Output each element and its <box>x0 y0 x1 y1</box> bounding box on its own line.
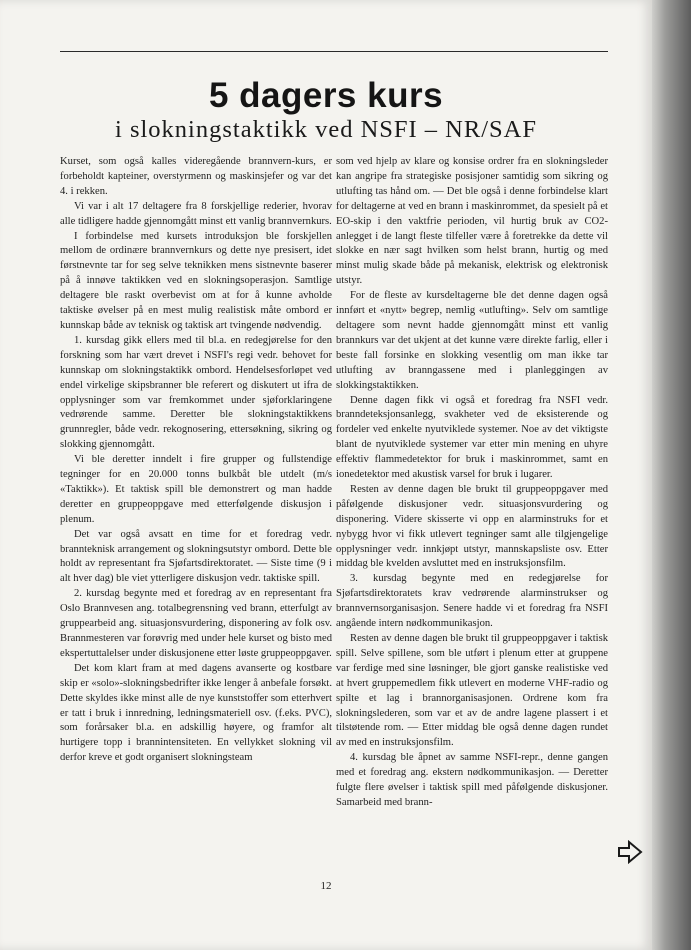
article-subtitle: i slokningstaktikk ved NSFI – NR/SAF <box>115 116 537 143</box>
paragraph: Det kom klart fram at med dagens avanserte og kostbare skip er «solo»-slokningsbedrifter ikke lenger å anbefale forsøkt. Dette skyldes ikke minst alle de nye kunststoffer som etterhvert er tatt i bruk i innredning, ledningsmateriell osv. (f.eks. PVC), som forårsaker bl.a. en adskillig høyere, og framfor alt hurtigere topp i brannintensiteten. En vellykket slokning vil derfor kreve et godt organisert slokningsteam <box>60 662 332 764</box>
paragraph: Vi var i alt 17 deltagere fra 8 forskjellige rederier, hvorav alle tidligere hadde gjennomgått minst ett vanlig brannvernkurs. <box>60 200 332 227</box>
paragraph: 3. kursdag begynte med en redegjørelse for Sjøfartsdirektoratets krav vedrørende alarminstrukser og brannvernsorganisasjon. Senere hadde vi et foredrag fra NSFI angående intern nødkommunikasjon. <box>336 573 608 630</box>
paragraph: Denne dagen fikk vi også et foredrag fra NSFI vedr. branndeteksjonsanlegg, svakheter ved de eksisterende og fordeler ved enkelte nyutviklede systemer. Noe av det viktigste blant de nyutviklede systemer var etter min mening en uhyre effektiv flammedetektor for bruk i maskinrommet, samt en ionedetektor med akustisk varsel for bruk i lugarer. <box>336 394 608 481</box>
top-rule <box>60 51 608 52</box>
paragraph: Det var også avsatt en time for et foredrag vedr. brannteknisk arrangement og slokningsutstyr ombord. Dette ble holdt av representant fra Sjøfartsdirektoratet. — Siste time (9 i alt hver dag) ble viet ytterligere diskusjon vedr. taktiske spill. <box>60 528 332 585</box>
paragraph: For de fleste av kursdeltagerne ble det denne dagen også innført et «nytt» begrep, nemlig «utlufting». Selv om samtlige deltagere som nevnt hadde gjennomgått minst ett vanlig brannkurs var det ukjent at det kunne være direkte farlig, eller i beste fall forsinke en slokking vesentlig om man ikke tar utlufting av branngassene med i planleggingen av slokkingstaktikken. <box>336 290 608 391</box>
paragraph: Kurset, som også kalles videregående brannvern-kurs, er forbeholdt kapteiner, overstyrmenn og maskinsjefer og var det 4. i rekken. <box>60 156 332 197</box>
paragraph: Vi ble deretter inndelt i fire grupper og fullstendige tegninger for en 20.000 tonns bulkbåt ble utdelt (m/s «Taktikk»). Et taktisk spill ble demonstrert og man hadde deretter en gruppeoppgave med etterfølgende diskusjon i plenum. <box>60 454 332 525</box>
paragraph: 1. kursdag gikk ellers med til bl.a. en redegjørelse for den forskning som har vært drevet i NSFI's regi vedr. behovet for kunnskap om slokningstaktikk ombord. Hendelsesforløpet ved endel virkelige skipsbranner ble referert og diskutert ut ifra de opplysninger som var fremkommet under sjøforklaringene vedrørende samme. Deretter ble slokningstaktikkens grunnregler, både vedr. rekognosering, ettersøkning, sikring og slokking gjennomgått. <box>60 334 332 451</box>
right-column <box>336 155 608 811</box>
paragraph: I forbindelse med kursets introduksjon ble forskjellen mellom de ordinære brannvernkurs og dette nye presisert, idet førstnevnte tar for seg selve teknikken mens sistnevnte baserer på å innøve taktikken ved en slokningsoperasjon. Samtlige deltagere ble raskt overbevist om at for å kunne avholde taktiske øvelser på en mest mulig realistisk måte ombord er kunnskap både av teknisk og taktisk art tvingende nødvendig. <box>60 230 332 331</box>
left-column <box>60 155 332 766</box>
paragraph: 2. kursdag begynte med et foredrag av en representant fra Oslo Brannvesen ang. totalbegrensning ved brann, etterfulgt av gruppearbeid ang. situasjonsvurdering, disponering av folk osv. Brannmesteren var forøvrig med under hele kurset og bisto med ekspertuttalelser under diskusjonene etter løste gruppeoppgaver. <box>60 588 332 659</box>
page-edge-shadow <box>652 0 691 950</box>
paragraph: som ved hjelp av klare og konsise ordrer fra en slokningsleder kan angripe fra strategiske posisjoner samtidig som sikring og utlufting tas hånd om. — Det ble også i denne forbindelse klart for deltagerne at ved en brann i maskinrommet, da spesielt på et EO-skip i den vaktfrie perioden, vil hurtig bruk av CO2-anlegget i de langt fleste tilfeller være å foretrekke da dette vil slokke en nær sagt hvilken som helst brann, hurtig og med minst mulig skade både på mekanisk, elektrisk og elektronisk utstyr. <box>336 156 608 287</box>
paragraph: Resten av denne dagen ble brukt til gruppeoppgaver i taktisk spill. Selve spillene, som ble utført i plenum etter at gruppene var ferdige med sine løsninger, ble gjort ganske realistiske ved at hvert gruppemedlem fikk utlevert en moderne VHF-radio og spilte et lag i brannorganisasjonen. Ordrene kom fra slokningslederen, som var et av de andre lagene plassert i et tilstøtende rom. — Etter middag ble også denne dagen rundet av med en instruksjonsfilm. <box>336 633 608 749</box>
paragraph: Resten av denne dagen ble brukt til gruppeoppgaver med påfølgende diskusjoner vedr. situasjonsvurdering og disponering. Videre skisserte vi opp en alarminstruks for et nybygg hvor vi fikk utlevert tegninger samt alle tilgjengelige opplysninger vedr. innkjøpt utstyr, mannskapsliste osv. Etter middag ble kvelden avsluttet med en instruksjonsfilm. <box>336 483 608 570</box>
arrow-right-icon <box>617 840 643 864</box>
article-title: 5 dagers kurs <box>208 76 444 115</box>
paragraph: 4. kursdag ble åpnet av samme NSFI-repr., denne gangen med et foredrag ang. ekstern nødkommunikasjon. — Deretter fulgte flere øvelser i taktisk spill med påfølgende diskusjoner. Samarbeid med brann- <box>336 752 608 808</box>
page-number: 12 <box>320 880 332 892</box>
